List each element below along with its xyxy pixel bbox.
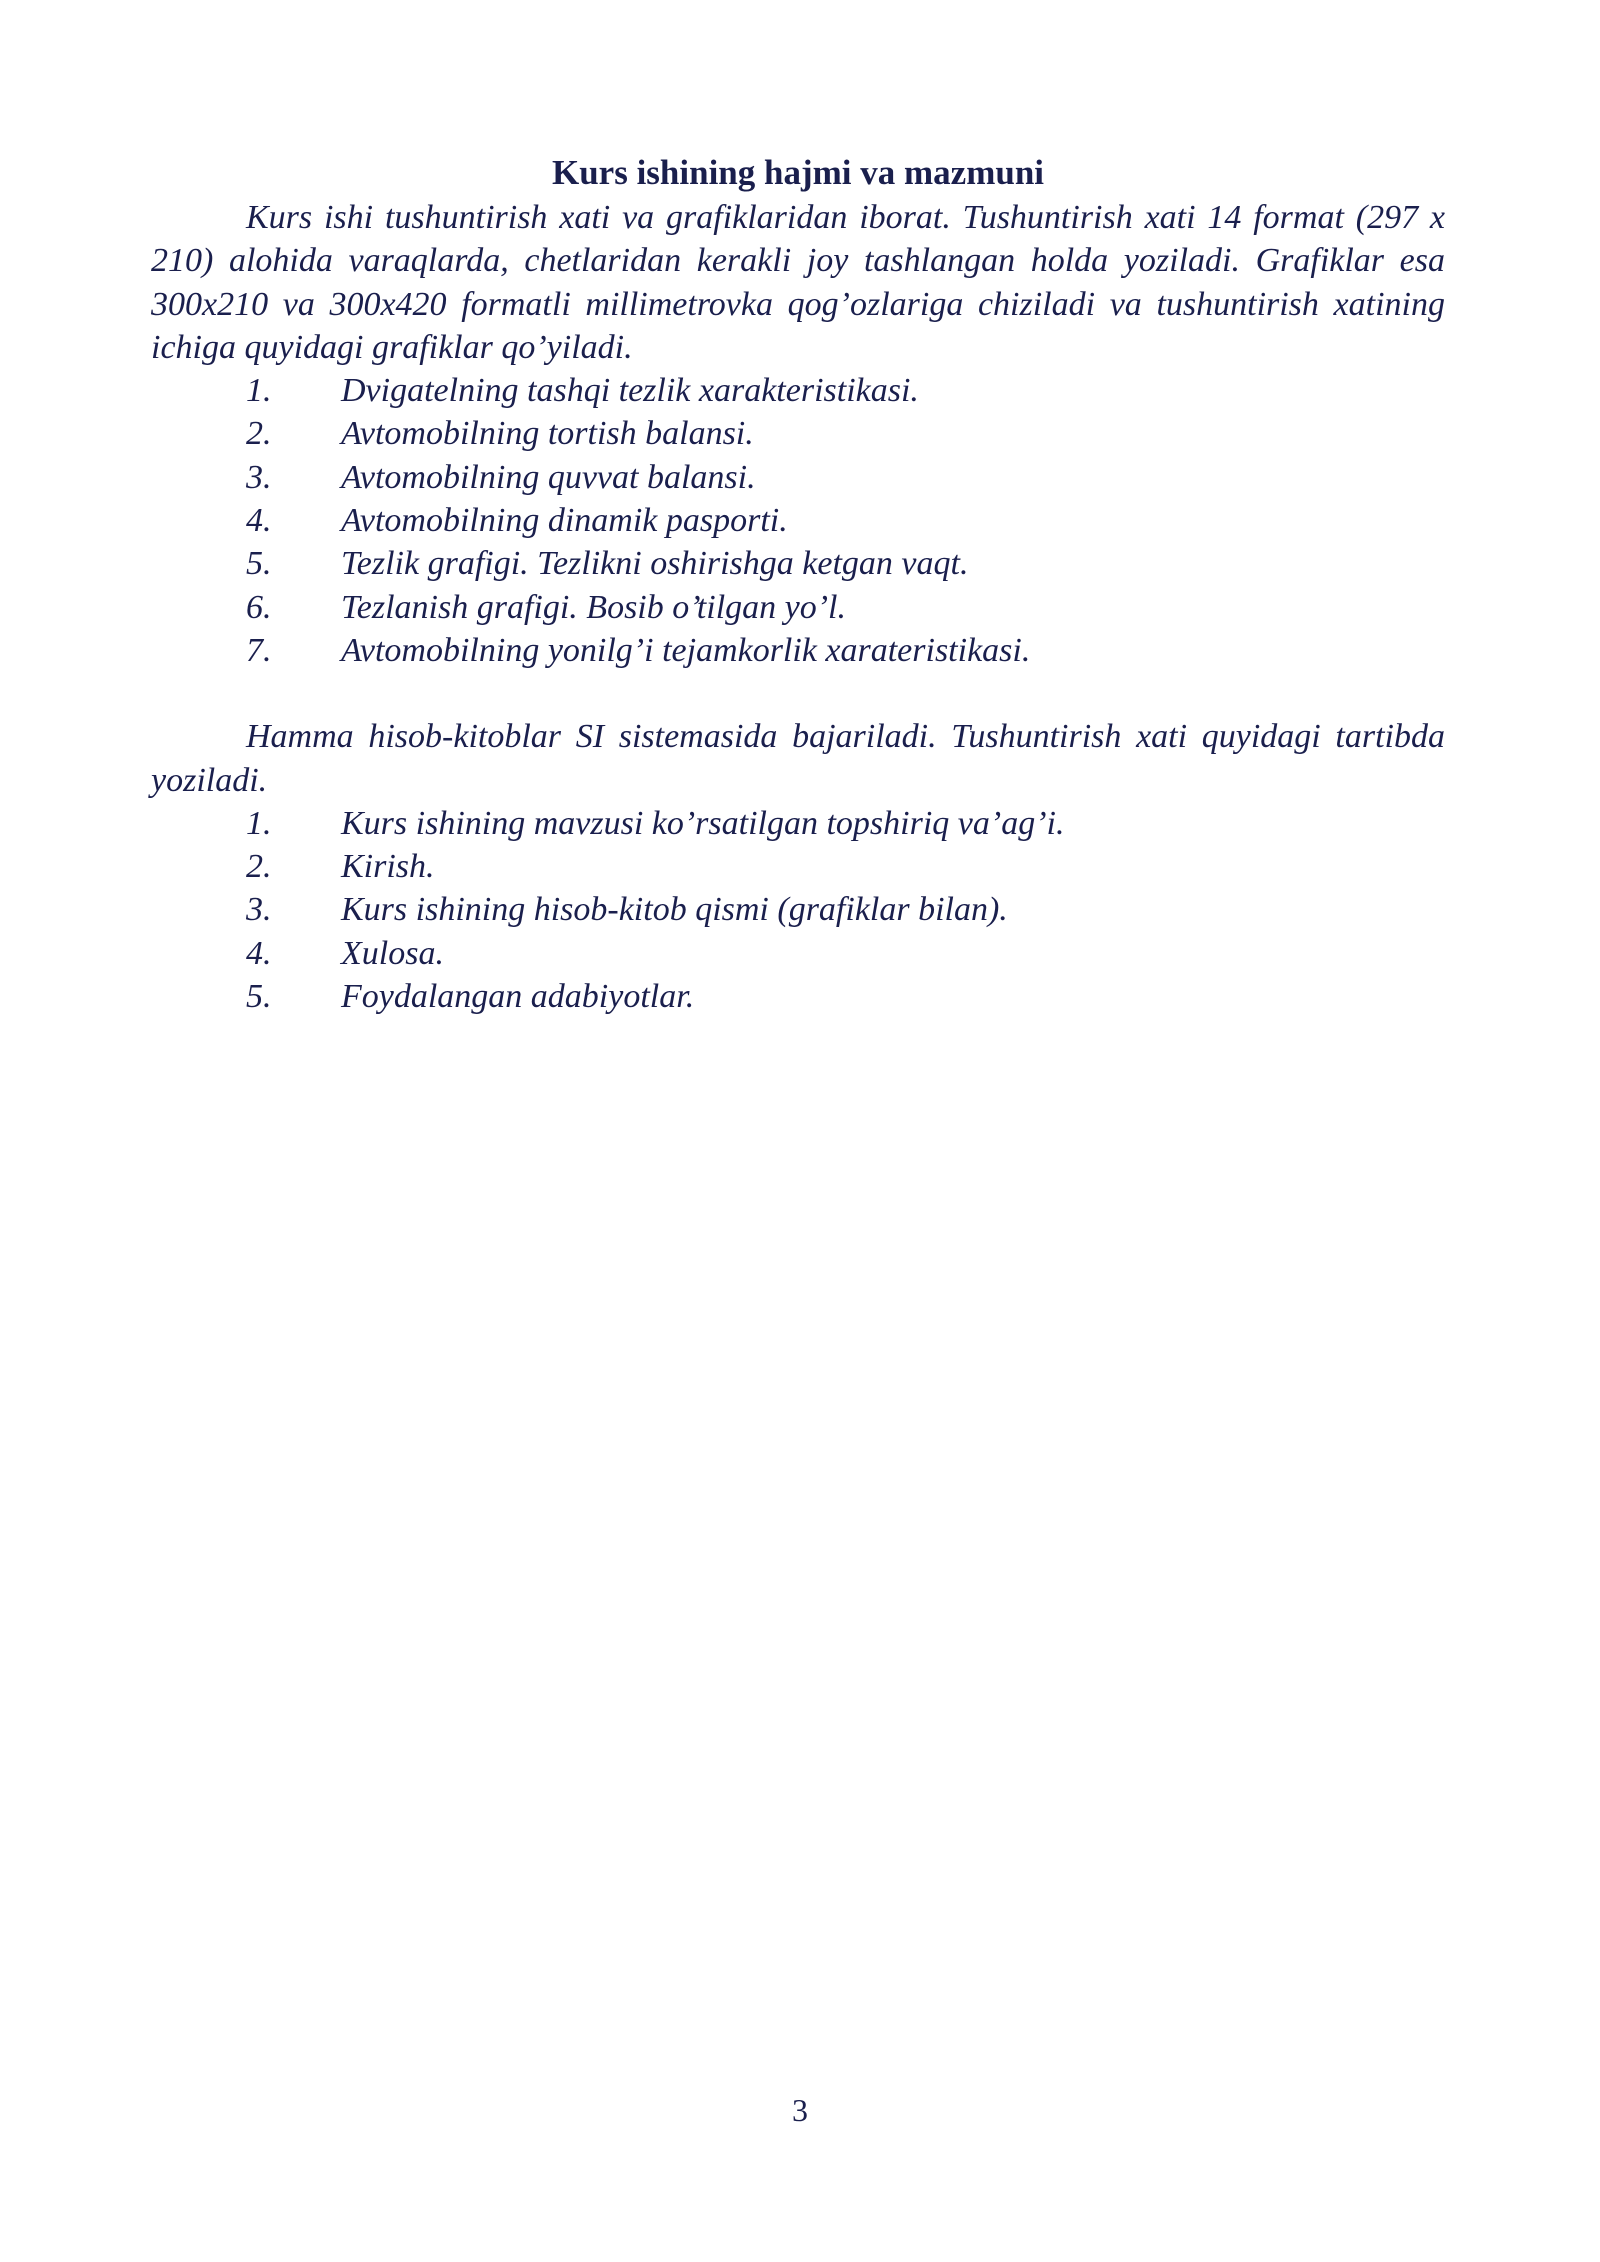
list-item-text: Avtomobilning dinamik pasporti. [341, 502, 788, 540]
list-item-text: Foydalangan adabiyotlar. [341, 978, 695, 1016]
list-item-text: Tezlik grafigi. Tezlikni oshirishga ketgan vaqt. [341, 545, 969, 583]
list-item-number: 4. [246, 502, 272, 540]
list-item-number: 5. [246, 545, 272, 583]
list-item-number: 4. [246, 934, 272, 972]
list-item [151, 802, 1445, 845]
graphs-list [151, 369, 1445, 672]
list-item-text: Tezlanish grafigi. Bosib o’tilgan yo’l. [341, 588, 847, 626]
list-item [151, 888, 1445, 931]
list-item-text: Kirish. [341, 848, 435, 886]
list-item-number: 1. [246, 804, 272, 842]
page-number: 3 [792, 2092, 808, 2128]
list-item-number: 2. [246, 415, 272, 453]
list-item-number: 7. [246, 631, 272, 669]
list-item [151, 629, 1445, 672]
list-item [151, 499, 1445, 542]
page-content [151, 150, 1445, 1018]
sections-list [151, 802, 1445, 1018]
second-paragraph: Hamma hisob-kitoblar SI sistemasida bajariladi. Tushuntirish xati quyidagi tartibda yoziladi. [151, 718, 1445, 799]
page-title: Kurs ishining hajmi va mazmuni [551, 153, 1045, 192]
list-item [151, 932, 1445, 975]
list-item [151, 975, 1445, 1018]
list-item-text: Avtomobilning tortish balansi. [341, 415, 754, 453]
list-item-number: 5. [246, 978, 272, 1016]
list-item-text: Kurs ishining mavzusi ko’rsatilgan topshiriq va’ag’i. [341, 804, 1065, 842]
list-item-number: 6. [246, 588, 272, 626]
list-item-number: 3. [246, 891, 272, 929]
list-item-text: Avtomobilning yonilg’i tejamkorlik xarateristikasi. [341, 631, 1031, 669]
list-item [151, 412, 1445, 455]
list-item [151, 542, 1445, 585]
paragraph-spacer [151, 672, 1445, 715]
list-item [151, 586, 1445, 629]
list-item-text: Xulosa. [341, 934, 444, 972]
list-item-number: 1. [246, 372, 272, 410]
list-item-text: Avtomobilning quvvat balansi. [341, 458, 756, 496]
list-item [151, 456, 1445, 499]
list-item [151, 845, 1445, 888]
list-item-number: 3. [246, 458, 272, 496]
intro-paragraph: Kurs ishi tushuntirish xati va grafiklaridan iborat. Tushuntirish xati 14 format (297 x 210) alohida varaqlarda, chetlaridan kerakli joy tashlangan holda yoziladi. Grafiklar esa 300x210 va 300x420 formatli millimetrovka qog’ozlariga chiziladi va tushuntirish xatining ichiga quyidagi grafiklar qo’yiladi. [151, 199, 1445, 366]
list-item-text: Dvigatelning tashqi tezlik xarakteristikasi. [341, 372, 919, 410]
list-item-text: Kurs ishining hisob-kitob qismi (grafiklar bilan). [341, 891, 1008, 929]
list-item-number: 2. [246, 848, 272, 886]
list-item [151, 369, 1445, 412]
